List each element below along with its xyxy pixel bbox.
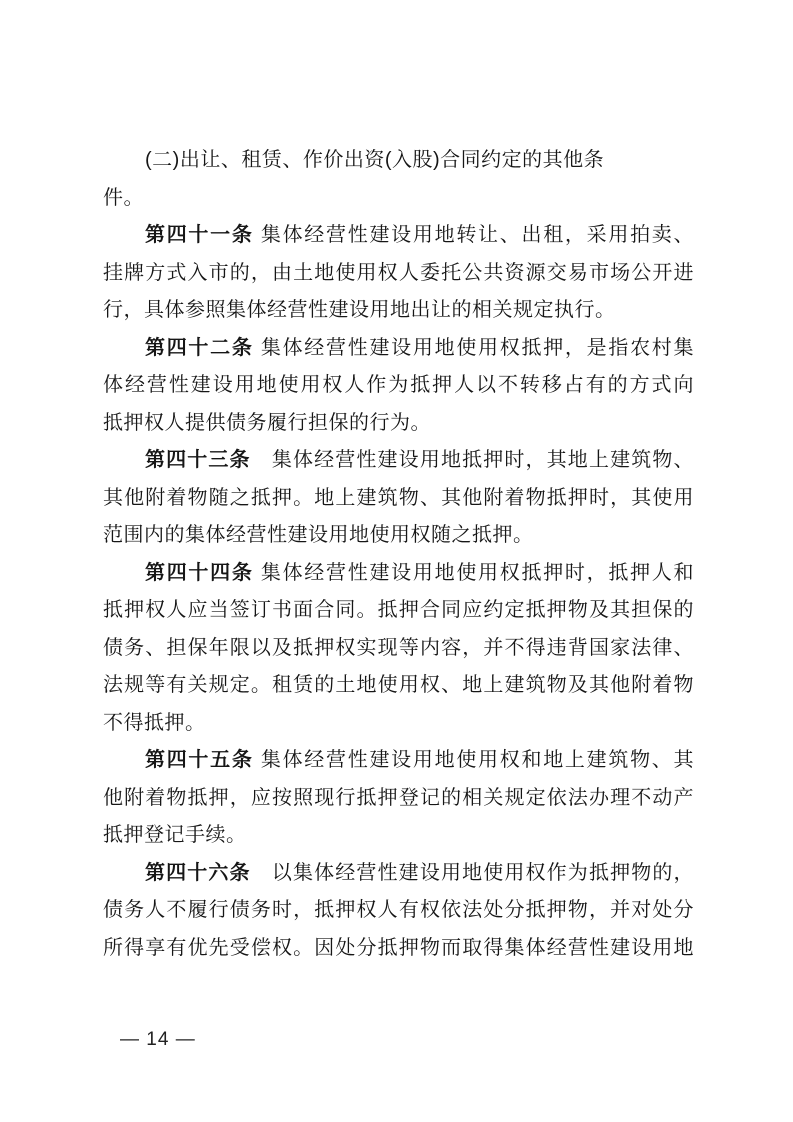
text-line bbox=[103, 930, 694, 968]
paragraph-text: 抵押权人提供债务履行担保的行为。 bbox=[103, 411, 431, 434]
article-45-label: 第四十五条 bbox=[145, 749, 254, 771]
paragraph-text: 其他附着物随之抵押。地上建筑物、其他附着物抵押时，其使用 bbox=[103, 486, 694, 509]
paragraph-text: 不得抵押。 bbox=[103, 711, 206, 734]
text-line bbox=[103, 367, 694, 405]
text-line bbox=[103, 330, 694, 368]
text-line bbox=[103, 667, 694, 705]
paragraph-item-2 bbox=[103, 142, 694, 217]
paragraph-article-42 bbox=[103, 330, 694, 443]
text-line bbox=[103, 555, 694, 593]
text-line bbox=[103, 255, 694, 293]
text-line bbox=[103, 742, 694, 780]
article-41-label: 第四十一条 bbox=[145, 224, 254, 246]
text-line bbox=[103, 855, 694, 893]
text-line bbox=[103, 405, 694, 443]
page-number: — 14 — bbox=[120, 1029, 196, 1050]
text-line bbox=[103, 630, 694, 668]
paragraph-article-44 bbox=[103, 555, 694, 743]
text-line bbox=[103, 142, 694, 180]
paragraph-text: 抵押登记手续。 bbox=[103, 824, 247, 846]
paragraph-text: 法规等有关规定。租赁的土地使用权、地上建筑物及其他附着物 bbox=[103, 674, 694, 696]
paragraph-article-41 bbox=[103, 217, 694, 330]
paragraph-text: 挂牌方式入市的，由土地使用权人委托公共资源交易市场公开进 bbox=[103, 261, 694, 284]
paragraph-article-45 bbox=[103, 742, 694, 855]
paragraph-text: 抵押权人应当签订书面合同。抵押合同应约定抵押物及其担保的 bbox=[103, 599, 694, 621]
article-46-label: 第四十六条 bbox=[145, 861, 251, 884]
text-line bbox=[103, 817, 694, 855]
article-44-label: 第四十四条 bbox=[145, 561, 254, 584]
text-line bbox=[103, 780, 694, 818]
paragraph-text: 债务、担保年限以及抵押权实现等内容，并不得违背国家法律、 bbox=[103, 636, 694, 659]
paragraph-text: 他附着物抵押，应按照现行抵押登记的相关规定依法办理不动产 bbox=[103, 786, 694, 809]
paragraph-text: 所得享有优先受偿权。因处分抵押物而取得集体经营性建设用地 bbox=[103, 936, 694, 959]
article-43-label: 第四十三条 bbox=[145, 449, 251, 471]
text-line bbox=[103, 480, 694, 518]
paragraph-article-46 bbox=[103, 855, 694, 968]
text-line bbox=[103, 705, 694, 743]
text-line bbox=[103, 592, 694, 630]
paragraph-text: (二)出让、租赁、作价出资(入股)合同约定的其他条 bbox=[145, 149, 605, 171]
text-line bbox=[103, 517, 694, 555]
paragraph-text: 件。 bbox=[103, 186, 144, 209]
text-line bbox=[103, 892, 694, 930]
paragraph-text: 行，具体参照集体经营性建设用地出让的相关规定执行。 bbox=[103, 299, 616, 321]
text-line bbox=[103, 217, 694, 255]
document-body bbox=[103, 142, 694, 967]
paragraph-text: 体经营性建设用地使用权人作为抵押人以不转移占有的方式向 bbox=[103, 374, 694, 396]
paragraph-text: 集体经营性建设用地使用权和地上建筑物、其 bbox=[253, 749, 695, 771]
paragraph-text: 集体经营性建设用地使用权抵押，是指农村集 bbox=[253, 336, 695, 359]
text-line bbox=[103, 180, 694, 218]
paragraph-text: 范围内的集体经营性建设用地使用权随之抵押。 bbox=[103, 524, 534, 546]
text-line bbox=[103, 292, 694, 330]
paragraph-text: 以集体经营性建设用地使用权作为抵押物的， bbox=[250, 861, 695, 884]
paragraph-text: 债务人不履行债务时，抵押权人有权依法处分抵押物，并对处分 bbox=[103, 899, 694, 921]
paragraph-text: 集体经营性建设用地抵押时，其地上建筑物、 bbox=[250, 449, 695, 471]
paragraph-text: 集体经营性建设用地转让、出租，采用拍卖、 bbox=[253, 224, 695, 246]
paragraph-article-43 bbox=[103, 442, 694, 555]
article-42-label: 第四十二条 bbox=[145, 336, 254, 359]
paragraph-text: 集体经营性建设用地使用权抵押时，抵押人和 bbox=[253, 561, 695, 584]
text-line bbox=[103, 442, 694, 480]
